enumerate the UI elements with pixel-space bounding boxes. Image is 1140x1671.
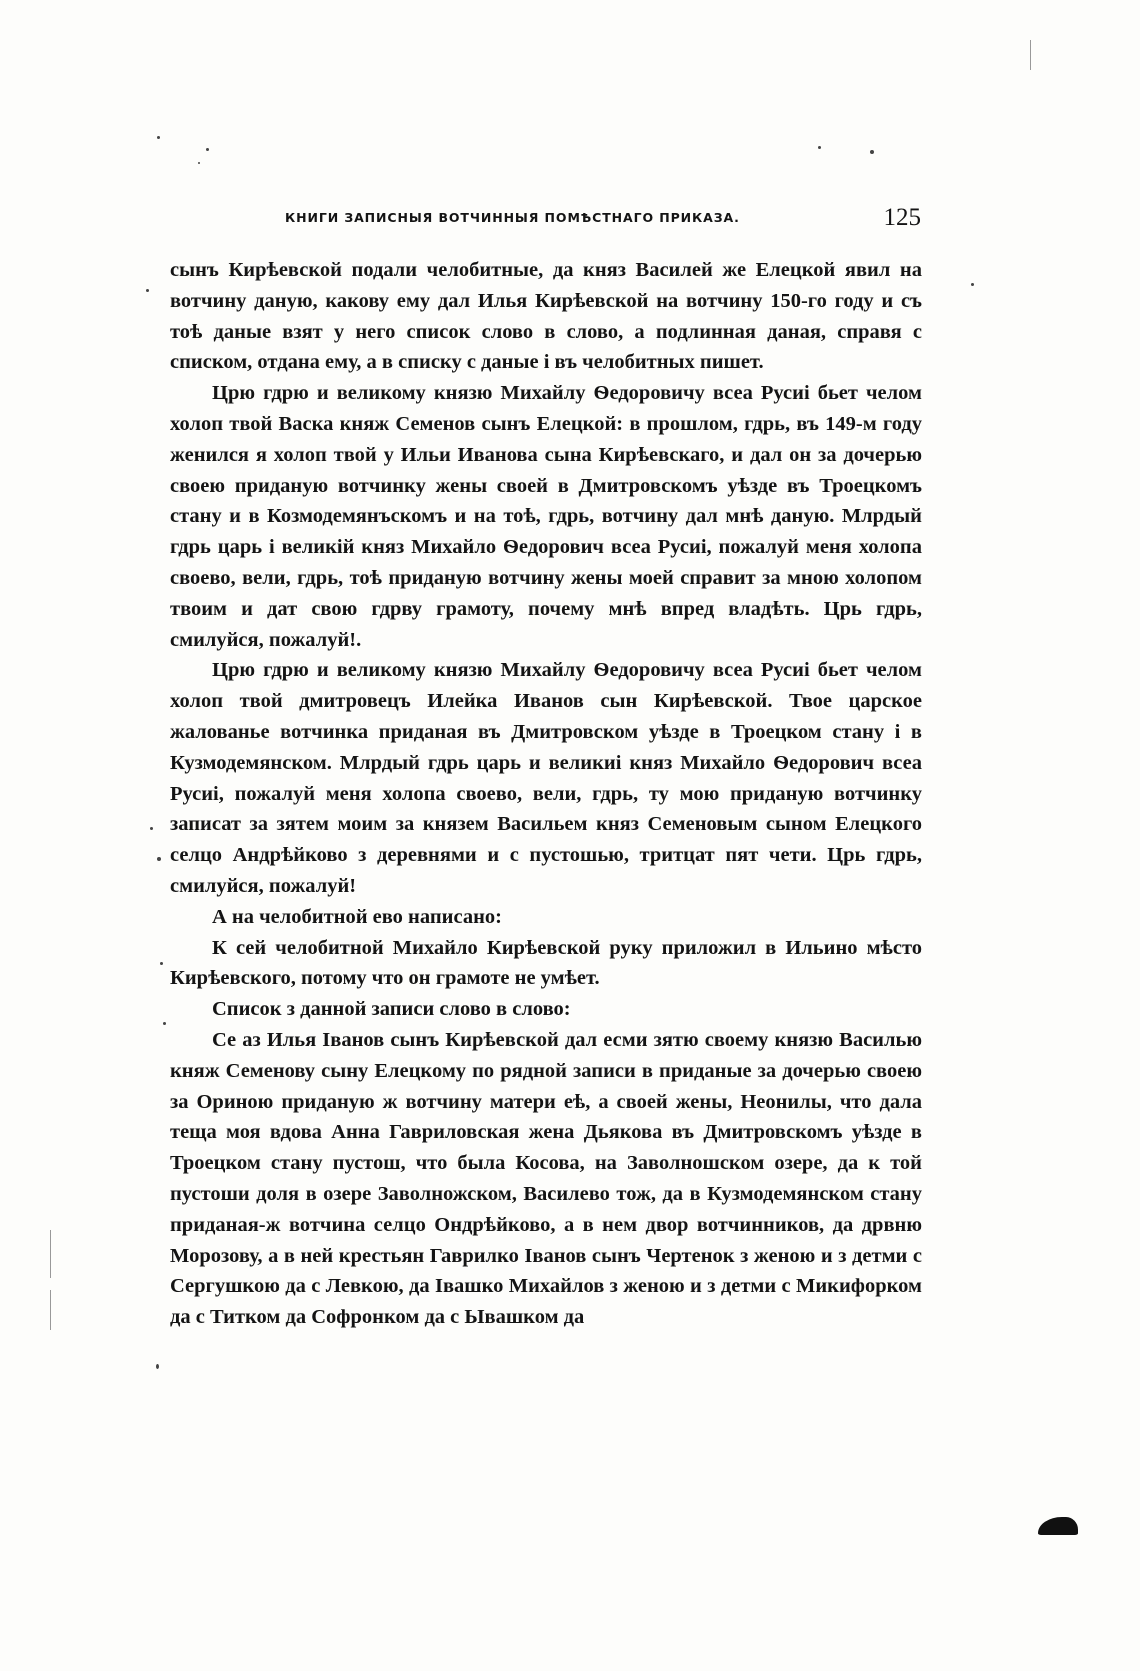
ink-blot — [1038, 1517, 1078, 1535]
page-body — [170, 255, 922, 1333]
scan-speck — [971, 283, 974, 286]
scan-speck — [163, 1022, 166, 1025]
margin-mark — [1030, 40, 1031, 70]
scan-speck — [818, 146, 821, 149]
scan-speck — [156, 1364, 159, 1369]
scan-speck — [157, 857, 161, 861]
scan-speck — [150, 827, 153, 830]
paragraph: Список з данной записи слово в слово: — [212, 998, 571, 1021]
running-header — [285, 204, 921, 234]
margin-mark — [50, 1290, 51, 1330]
paragraph: К сей челобитной Михайло Кирѣевской руку приложил в Ильино мѣсто Кирѣевского, потому что он грамоте не умѣет. — [170, 936, 922, 990]
paragraph: Црю гдрю и великому князю Михайлу Ѳедоровичу всеа Русиі бьет челом холоп твой Васка княж Семенов сынъ Елецкой: в прошлом, гдрь, въ 149-м году женился я холоп твой у Ильи Иванова сына Кирѣевскаго, и дал он за дочерью своею приданую вотчинку жены своей в Дмитровскомъ уѣзде въ Троецкомъ стану и в Козмодемянъскомъ и на тоѣ, гдрь, вотчину дал мнѣ даную. Млрдый гдрь царь і великій княз Михайло Ѳедорович всеа Русиі, пожалуй меня холопа своево, вели, гдрь, тоѣ приданую вотчину жены моей справит за мною холопом твоим и дат свою гдрву грамоту, почему мнѣ впред владѣть. Црь гдрь, смилуйся, пожалуй!. — [170, 382, 922, 651]
scan-speck — [206, 148, 209, 151]
scan-speck — [146, 289, 149, 292]
scan-speck — [870, 150, 874, 154]
scan-speck — [157, 136, 160, 139]
margin-mark — [50, 1230, 51, 1278]
page-number: 125 — [883, 204, 921, 231]
running-head-title: КНИГИ ЗАПИСНЫЯ ВОТЧИННЫЯ ПОМѢСТНАГО ПРИКАЗА. — [285, 210, 740, 225]
scan-speck — [198, 162, 200, 164]
scan-speck — [160, 962, 163, 965]
paragraph: Се аз Илья Іванов сынъ Кирѣевской дал есми зятю своему князю Василью княж Семенову сыну Елецкому по рядной записи в приданые за дочерью своею за Ориною приданую ж вотчину матери еѣ, а своей жены, Неонилы, что дала теща моя вдова Анна Гавриловская жена Дьякова въ Дмитровскомъ уѣзде в Троецком стану пустош, что была Косова, на Заволношском озере, да к той пустоши доля в озере Заволножском, Василево тож, да в Кузмодемянском стану приданая-ж вотчина селцо Ондрѣйково, а в нем двор вотчинников, да дрвню Морозову, а в ней крестьян Гаврилко Іванов сынъ Чертенок з женою и з детми с Сергушкою да с Левкою, да Івашко Михайлов з женою и з детми с Микифорком да с Титком да Софронком да с Ывашком да — [170, 1028, 922, 1329]
paragraph: сынъ Кирѣевской подали челобитные, да княз Василей же Елецкой явил на вотчину даную, какову ему дал Илья Кирѣевской на вотчину 150-го году и съ тоѣ даные взят у него список слово в слово, а подлинная даная, справя с списком, отдана ему, а в списку с даные і въ челобитных пишет. — [170, 259, 922, 374]
paragraph: А на челобитной ево написано: — [212, 905, 502, 928]
paragraph: Црю гдрю и великому князю Михайлу Ѳедоровичу всеа Русиі бьет челом холоп твой дмитровецъ Илейка Иванов сын Кирѣевской. Твое царское жалованье вотчинка приданая въ Дмитровском уѣзде в Троецком стану і в Кузмодемянском. Млрдый гдрь царь и великиі княз Михайло Ѳедорович всеа Русиі, пожалуй меня холопа своево, вели, гдрь, ту мою приданую вотчинку записат за зятем моим за князем Васильем княз Семеновым сыном Елецкого селцо Андрѣйково з деревнями и с пустошью, тритцат пят чети. Црь гдрь, смилуйся, пожалуй! — [170, 659, 922, 897]
